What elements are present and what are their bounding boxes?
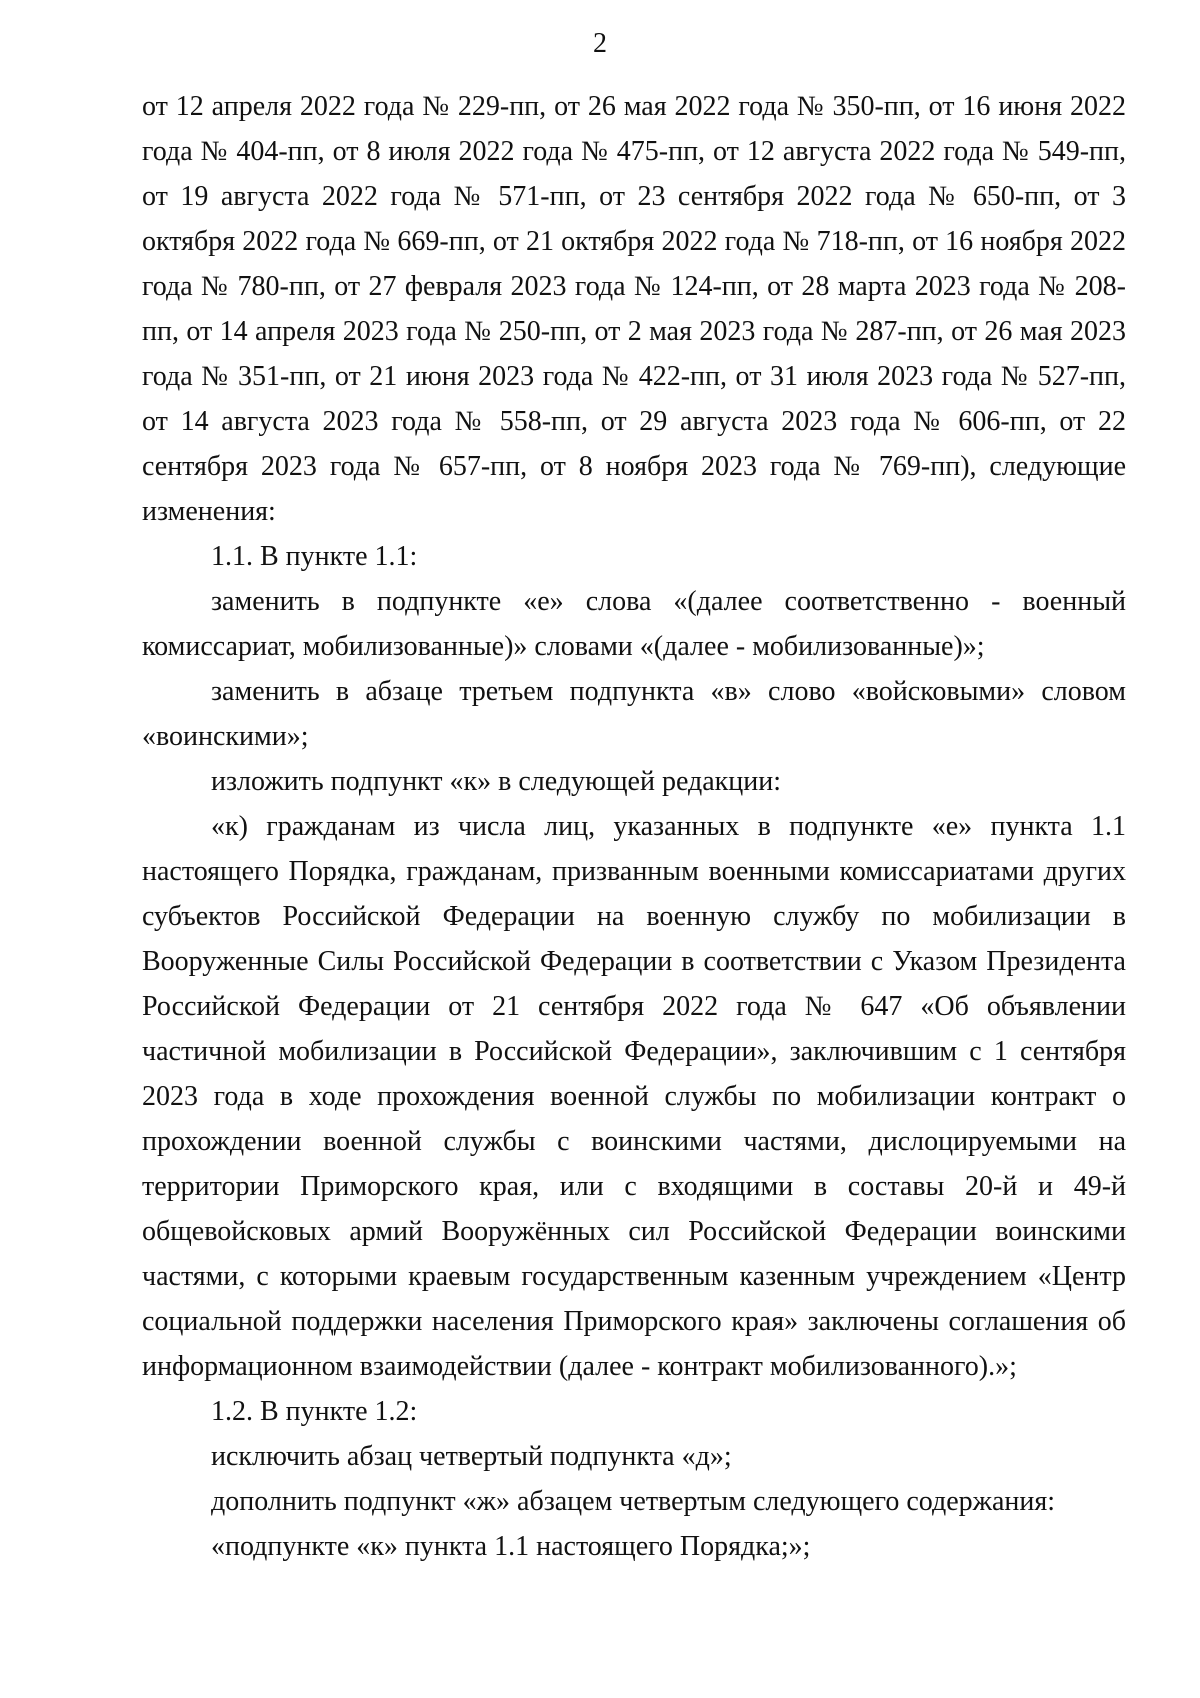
- page-number: 2: [593, 28, 607, 59]
- paragraph-subitem-zh-text: «подпункте «к» пункта 1.1 настоящего Порядка;»;: [211, 1531, 811, 1562]
- paragraph-exclude-subitem-d: исключить абзац четвертый подпункта «д»;: [211, 1441, 732, 1472]
- paragraph-restate-subitem-k: изложить подпункт «к» в следующей редакции:: [211, 766, 782, 797]
- paragraph-supplement-subitem-zh: дополнить подпункт «ж» абзацем четвертым следующего содержания:: [211, 1486, 1056, 1517]
- document-body: [142, 84, 1126, 1569]
- paragraph-clause-1-2-heading: 1.2. В пункте 1.2:: [211, 1396, 418, 1427]
- paragraph-replace-subitem-e: заменить в подпункте «е» слова «(далее соответственно - военный комиссариат, мобилизованные)» словами «(далее - мобилизованные)»;: [142, 586, 1126, 662]
- paragraph-replace-subitem-v: заменить в абзаце третьем подпункта «в» слово «войсковыми» словом «воинскими»;: [142, 676, 1126, 752]
- paragraph-amendments-list: от 12 апреля 2022 года № 229-пп, от 26 мая 2022 года № 350-пп, от 16 июня 2022 года № 404-пп, от 8 июля 2022 года № 475-пп, от 12 августа 2022 года № 549-пп, от 19 августа 2022 года № 571-пп, от 23 сентября 2022 года № 650-пп, от 3 октября 2022 года № 669-пп, от 21 октября 2022 года № 718-пп, от 16 ноября 2022 года № 780-пп, от 27 февраля 2023 года № 124-пп, от 28 марта 2023 года № 208-пп, от 14 апреля 2023 года № 250-пп, от 2 мая 2023 года № 287-пп, от 26 мая 2023 года № 351-пп, от 21 июня 2023 года № 422-пп, от 31 июля 2023 года № 527-пп, от 14 августа 2023 года № 558-пп, от 29 августа 2023 года № 606-пп, от 22 сентября 2023 года № 657-пп, от 8 ноября 2023 года № 769-пп), следующие изменения:: [142, 91, 1126, 527]
- paragraph-subitem-k-text: «к) гражданам из числа лиц, указанных в подпункте «е» пункта 1.1 настоящего Порядка, гражданам, призванным военными комиссариатами других субъектов Российской Федерации на военную службу по мобилизации в Вооруженные Силы Российской Федерации в соответствии с Указом Президента Российской Федерации от 21 сентября 2022 года № 647 «Об объявлении частичной мобилизации в Российской Федерации», заключившим с 1 сентября 2023 года в ходе прохождения военной службы по мобилизации контракт о прохождении военной службы с воинскими частями, дислоцируемыми на территории Приморского края, или с входящими в составы 20-й и 49-й общевойсковых армий Вооружённых сил Российской Федерации воинскими частями, с которыми краевым государственным казенным учреждением «Центр социальной поддержки населения Приморского края» заключены соглашения об информационном взаимодействии (далее - контракт мобилизованного).»;: [142, 811, 1126, 1382]
- paragraph-clause-1-1-heading: 1.1. В пункте 1.1:: [211, 541, 418, 572]
